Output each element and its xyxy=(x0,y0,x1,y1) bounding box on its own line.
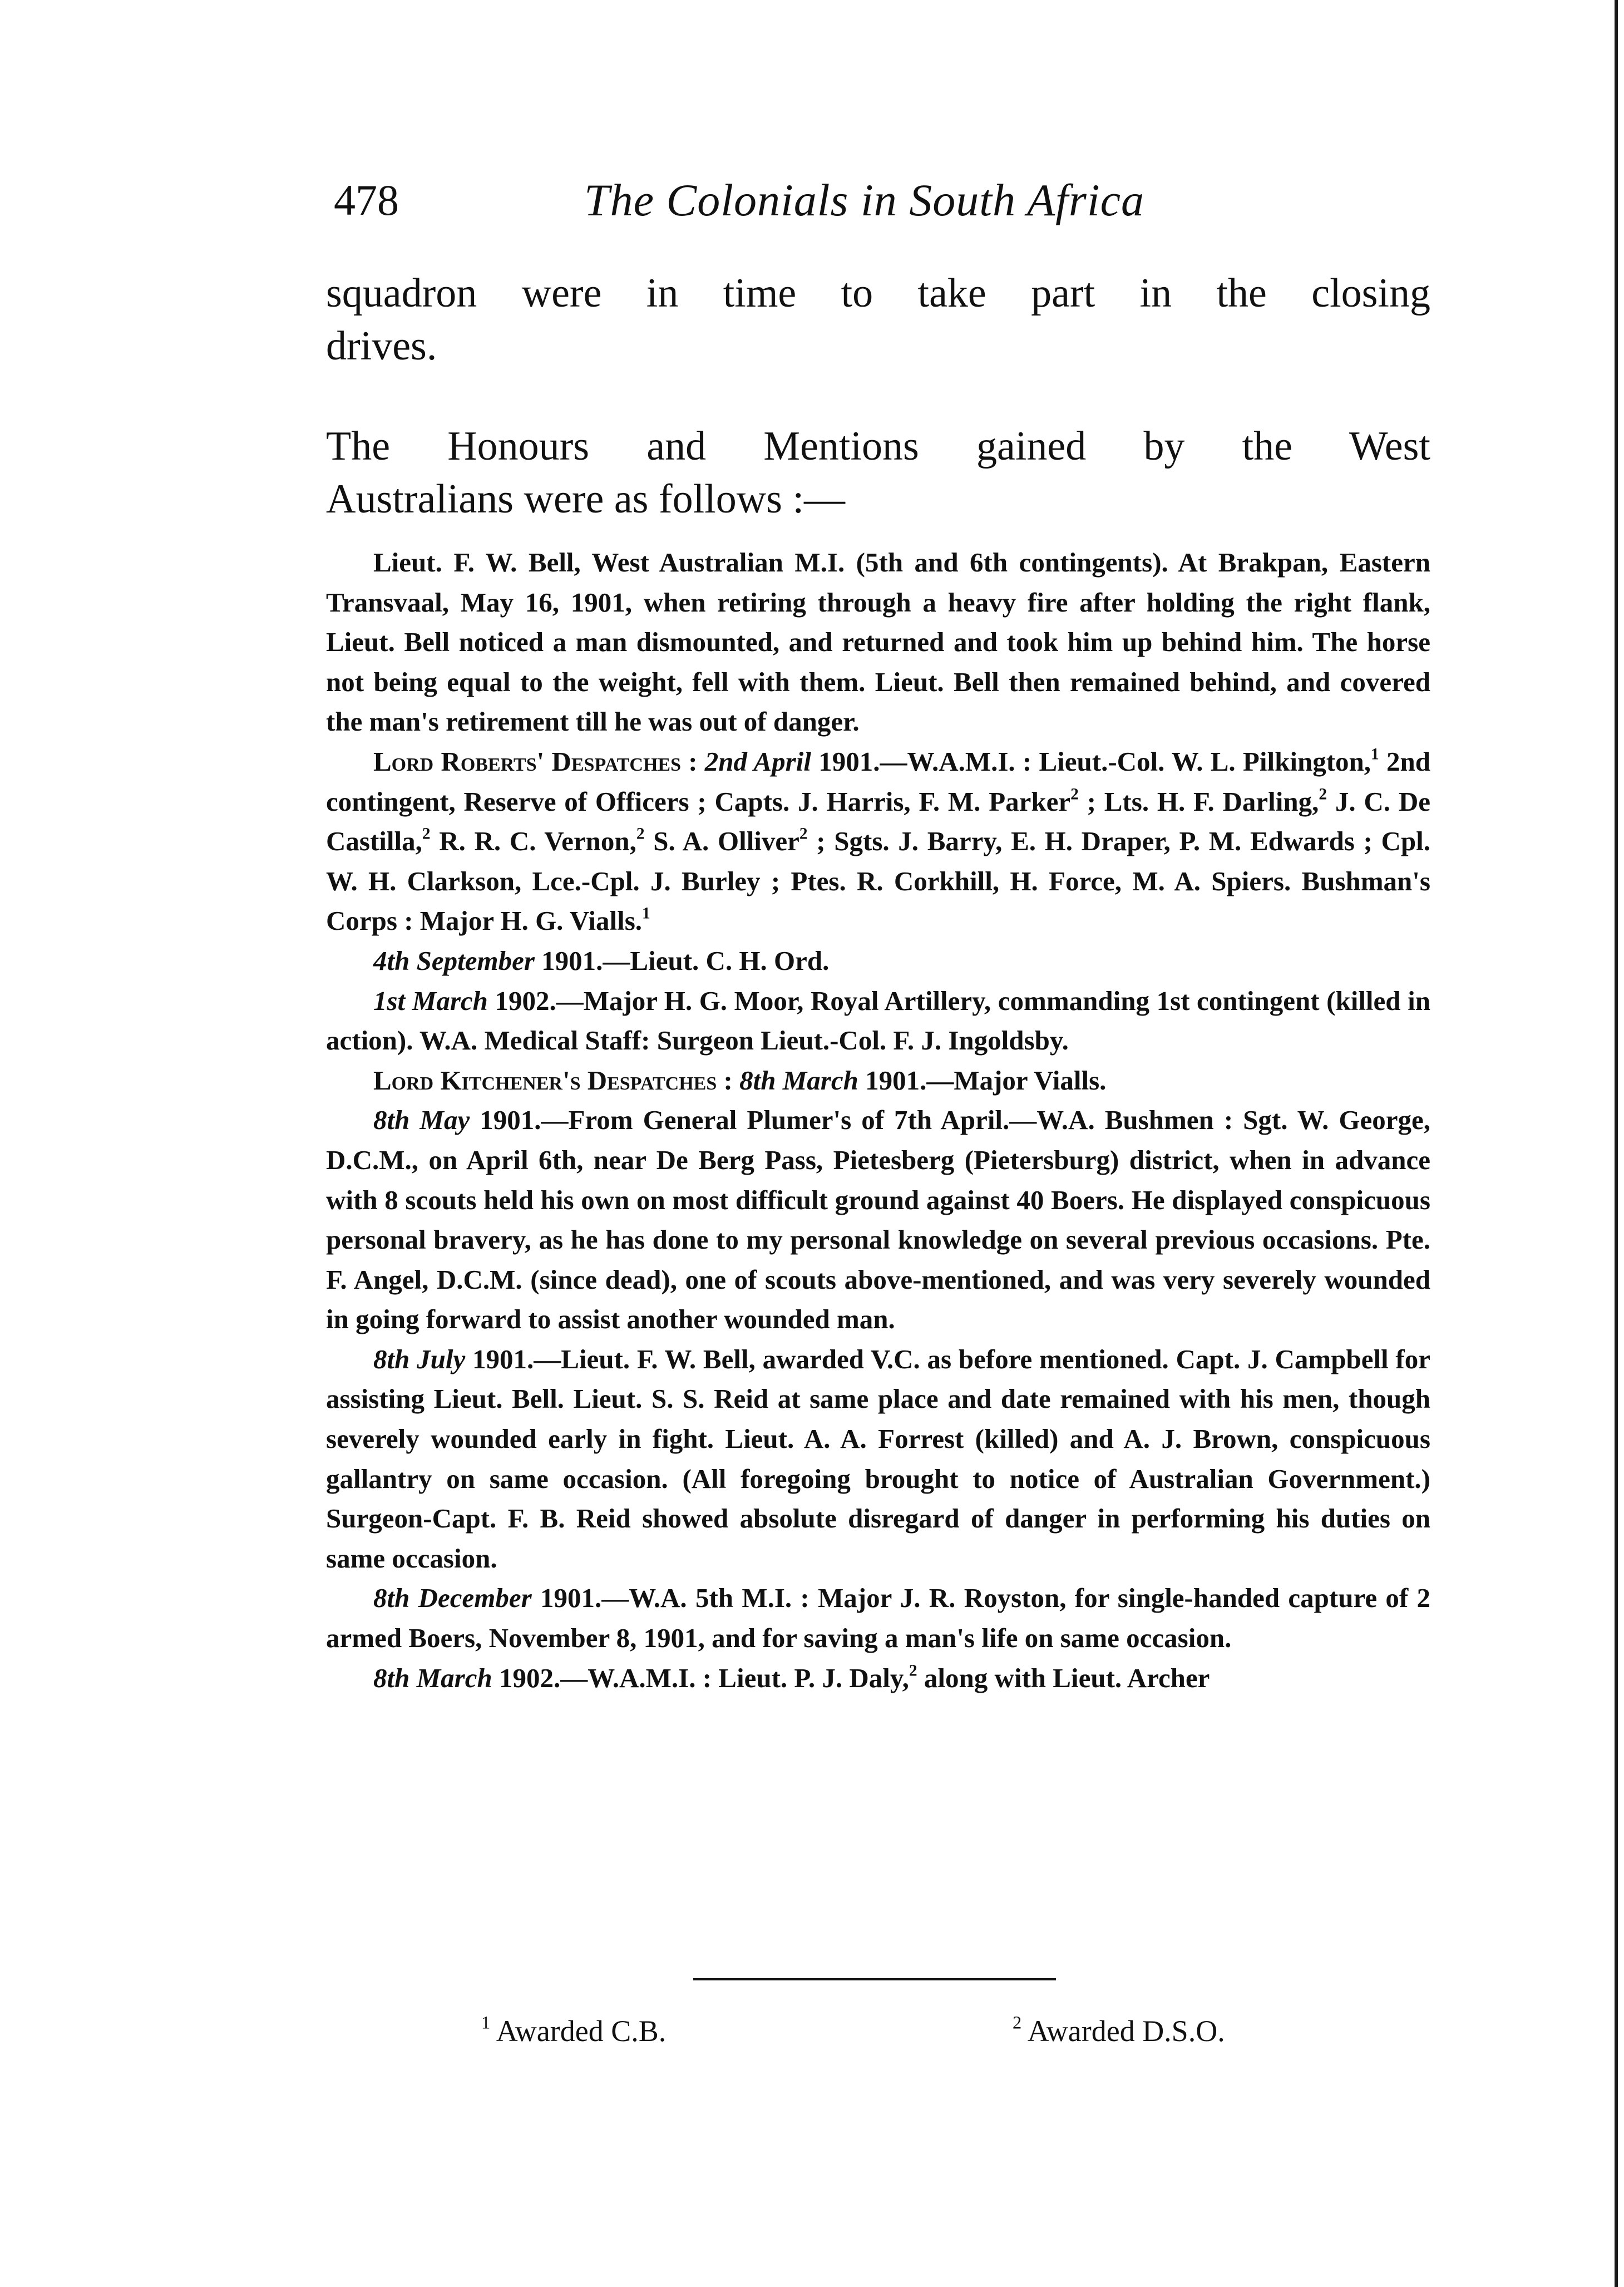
entry-8th-july: 8th July 1901.—Lieut. F. W. Bell, awarded V.C. as before mentioned. Capt. J. Campbell for assisting Lieut. Bell. Lieut. S. S. Reid at same place and date remained with his men, though severely wounded early in fight. Lieut. A. A. Forrest (killed) and A. J. Brown, conspicuous gallantry on same occasion. (All foregoing brought to notice of Australian Government.) Surgeon-Capt. F. B. Reid showed absolute disregard of danger in performing his duties on same occasion. xyxy=(326,1343,1430,1574)
date-4th-september: 4th September xyxy=(373,945,535,976)
page-number: 478 xyxy=(334,176,399,224)
date-8th-december: 8th December xyxy=(373,1583,532,1614)
scan-edge-line xyxy=(1615,0,1618,2287)
section-line-2: Australians were as follows :— xyxy=(326,476,846,522)
kitchener-despatches-entry: Lord Kitchener's Despatches : 8th March 1901.—Major Vialls. xyxy=(373,1064,1107,1096)
intro-line-2: drives. xyxy=(326,323,437,369)
date-8th-march-1901: 8th March xyxy=(739,1064,858,1096)
roberts-despatches-entry: Lord Roberts' Despatches : 2nd April 1901.—W.A.M.I. : Lieut.-Col. W. L. Pilkington,$^1$ 2nd contingent, Reserve of Officers ; Capts. J. Harris, F. M. Parker$^2$ ; Lts. H. F. Darling,$^2$ J. C. De Castilla,$^2$ R. R. C. Vernon,$^2$ S. A. Olliver$^2$ ; Sgts. J. Barry, E. H. Draper, P. M. Edwards ; Cpl. W. H. Clarkson, Lce.-Cpl. J. Burley ; Ptes. R. Corkhill, H. Force, M. A. Spiers. Bushman's Corps : Major H. G. Vialls.$^1$ xyxy=(326,745,1430,937)
intro-line-1: squadron were in time to take part in the closing xyxy=(326,270,1430,316)
intro-paragraph xyxy=(326,267,1430,373)
date-2nd-april: 2nd April xyxy=(704,746,811,777)
despatch-heading-roberts: Lord Roberts' Despatches xyxy=(373,746,681,777)
entry-8th-may: 8th May 1901.—From General Plumer's of 7th April.—W.A. Bushmen : Sgt. W. George, D.C.M., on April 6th, near De Berg Pass, Pietesberg (Pietersburg) district, when in advance with 8 scouts held his own on most difficult ground against 40 Boers. He displayed conspicuous personal bravery, as he has done to my personal knowledge on several previous occasions. Pte. F. Angel, D.C.M. (since dead), one of scouts above-mentioned, and was very severely wounded in going forward to assist another wounded man. xyxy=(326,1105,1431,1335)
honours-list xyxy=(326,543,1430,1698)
footnote-2: $^2$ Awarded D.S.O. xyxy=(1013,2013,1225,2048)
footnote-rule xyxy=(693,1978,1056,1980)
entry-8th-december: 8th December 1901.—W.A. 5th M.I. : Major J. R. Royston, for single-handed capture of 2 armed Boers, November 8, 1901, and for saving a man's life on same occasion. xyxy=(326,1583,1430,1654)
section-line-1: The Honours and Mentions gained by the West xyxy=(326,423,1430,469)
entry-8th-march-1902: 8th March 1902.—W.A.M.I. : Lieut. P. J. Daly,$^2$ along with Lieut. Archer xyxy=(373,1662,1210,1693)
page-header xyxy=(334,167,1447,234)
citation-bell: Lieut. F. W. Bell, West Australian M.I. (5th and 6th contingents). At Brakpan, Eastern Transvaal, May 16, 1901, when retiring through a heavy fire after holding the right flank, Lieut. Bell noticed a man dismounted, and returned and took him up behind him. The horse not being equal to the weight, fell with them. Lieut. Bell then remained behind, and covered the man's retirement till he was out of danger. xyxy=(326,547,1430,737)
date-8th-may: 8th May xyxy=(373,1105,470,1136)
footnote-1: $^1$ Awarded C.B. xyxy=(481,2013,667,2048)
entry-1st-march: 1st March 1902.—Major H. G. Moor, Royal Artillery, commanding 1st contingent (killed in action). W.A. Medical Staff: Surgeon Lieut.-Col. F. J. Ingoldsby. xyxy=(326,985,1430,1056)
date-8th-july: 8th July xyxy=(373,1343,466,1374)
section-heading xyxy=(326,420,1430,526)
date-8th-march-1902: 8th March xyxy=(373,1662,492,1693)
entry-4th-september: 4th September 1901.—Lieut. C. H. Ord. xyxy=(373,945,830,976)
date-1st-march: 1st March xyxy=(373,985,488,1016)
running-title: The Colonials in South Africa xyxy=(584,175,1144,225)
despatch-heading-kitchener: Lord Kitchener's Despatches xyxy=(373,1064,717,1096)
